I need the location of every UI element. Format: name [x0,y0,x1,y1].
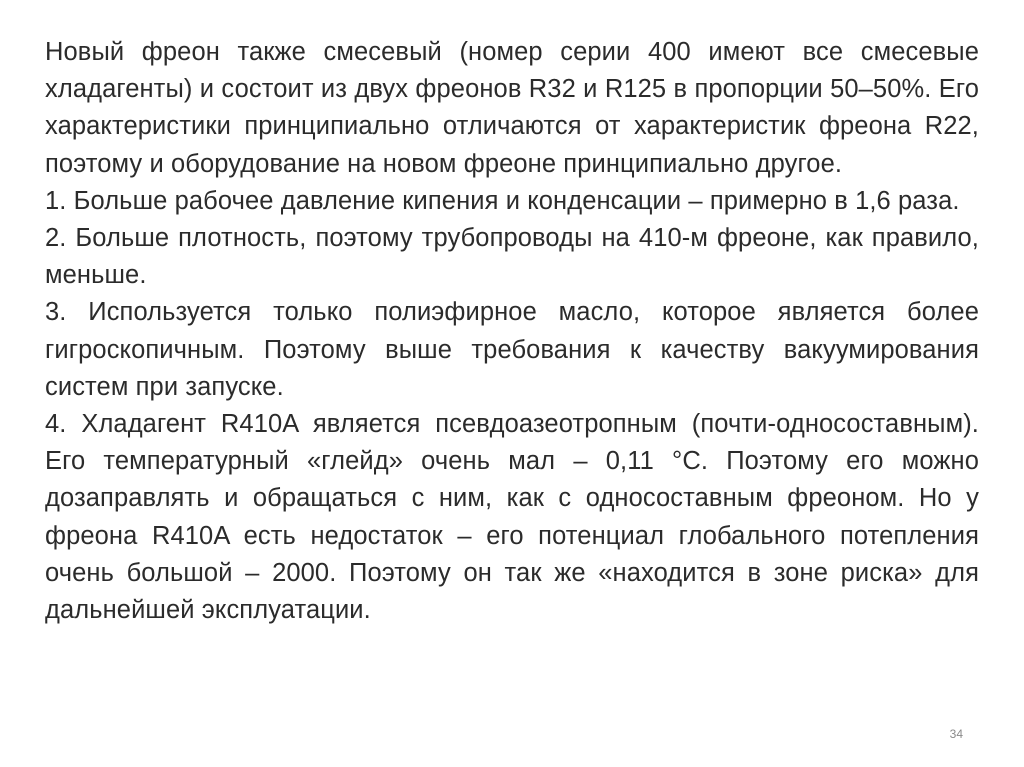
paragraph-item-2: 2. Больше плотность, поэтому трубопроводы на 410-м фреоне, как правило, меньше. [45,224,979,290]
paragraph-item-1: 1. Больше рабочее давление кипения и конденсации – примерно в 1,6 раза. [45,186,960,215]
paragraph-item-4: 4. Хладагент R410A является псевдоазеотропным (почти-односоставным). Его температурный «глейд» очень мал – 0,11 °С. Поэтому его можно дозаправлять и обращаться с ним, как с односоставным фреоном. Но у фреона R410A есть недостаток – его потенциал глобального потепления очень большой – 2000. Поэтому он так же «находится в зоне риска» для дальнейшей эксплуатации. [45,410,979,625]
paragraph-item-3: 3. Используется только полиэфирное масло, которое является более гигроскопичным. Поэтому выше требования к качеству вакуумирования систем при запуске. [45,298,979,401]
paragraph-intro: Новый фреон также смесевый (номер серии 400 имеют все смесевые хладагенты) и состоит из двух фреонов R32 и R125 в пропорции 50–50%. Его характеристики принципиально отличаются от характеристик фреона R22, поэтому и оборудование на новом фреоне принципиально другое. [45,38,979,178]
slide-body [45,34,979,629]
page-number: 34 [949,727,963,741]
